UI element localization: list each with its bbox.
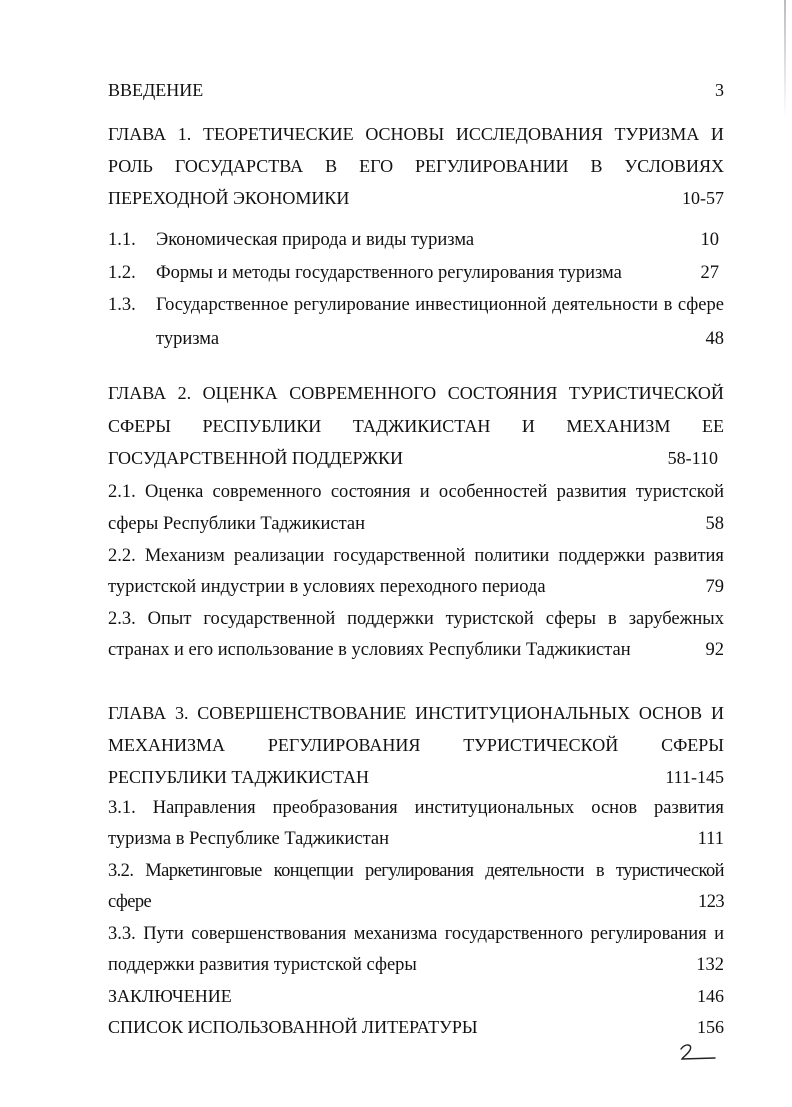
toc-label: СПИСОК ИСПОЛЬЗОВАННОЙ ЛИТЕРАТУРЫ — [108, 1017, 478, 1037]
word: зарубежных — [628, 609, 724, 629]
chapter-1-title-line-3 — [108, 187, 724, 209]
section-2-3-line-1 — [108, 608, 724, 630]
word: деятельности — [485, 861, 584, 881]
toc-page: 123 — [698, 892, 724, 912]
word: государственной — [203, 609, 336, 629]
word: РОЛЬ — [108, 156, 153, 176]
word: 1. — [177, 124, 192, 144]
word: развития — [654, 546, 724, 566]
section-3-2-line-2 — [108, 891, 724, 913]
section-number: 3.3. — [108, 924, 136, 944]
section-title: поддержки развития туристской сферы — [108, 955, 417, 975]
section-2-2-line-1 — [108, 545, 724, 567]
word: ГЛАВА — [108, 383, 167, 403]
toc-label: ВВЕДЕНИЕ — [108, 80, 204, 100]
toc-entry-conclusion — [108, 985, 724, 1007]
toc-label: ПЕРЕХОДНОЙ ЭКОНОМИКИ — [108, 188, 350, 208]
word: 2. — [177, 383, 192, 403]
section-2-2-line-2 — [108, 576, 724, 598]
word: поддержки — [347, 609, 434, 629]
section-1-3-line-2 — [156, 328, 724, 350]
word: реализации — [233, 546, 325, 566]
toc-label: ЗАКЛЮЧЕНИЕ — [108, 986, 232, 1006]
word: ОЦЕНКА — [202, 383, 278, 403]
word: Механизм — [144, 546, 225, 566]
word: туристской — [635, 482, 724, 502]
section-number: 1.1. — [108, 230, 136, 250]
section-title: туристской индустрии в условиях переходного периода — [108, 577, 546, 597]
word: ОСНОВ — [638, 703, 703, 723]
word: ЕГО — [359, 156, 394, 176]
word: в — [595, 861, 605, 881]
word: ОСНОВЫ — [365, 124, 445, 144]
section-number: 3.1. — [108, 798, 136, 818]
toc-label: ГОСУДАРСТВЕННОЙ ПОДДЕРЖКИ — [108, 448, 404, 468]
chapter-1-title-line-1 — [108, 123, 724, 145]
chapter-2-title-line-1 — [108, 382, 724, 404]
word: СОВРЕМЕННОГО — [289, 383, 437, 403]
section-3-1-line-2 — [108, 828, 724, 850]
word: государственного — [444, 924, 584, 944]
word: институциональных — [414, 798, 575, 818]
word: Маркетинговые — [145, 861, 262, 881]
toc-page: 3 — [715, 80, 724, 100]
section-number: 2.2. — [108, 546, 136, 566]
toc-entry-intro — [108, 79, 724, 101]
word: особенностей — [438, 482, 548, 502]
word: инвестиционной — [415, 295, 547, 315]
handwritten-page-mark — [675, 1040, 719, 1066]
toc-page: 111 — [697, 829, 724, 849]
word: ГЛАВА — [108, 124, 167, 144]
chapter-2-title-line-2 — [108, 415, 724, 437]
toc-page: 111-145 — [665, 767, 724, 787]
toc-page: 48 — [705, 329, 724, 349]
word: ГЛАВА — [108, 703, 167, 723]
section-title: Экономическая природа и виды туризма — [156, 230, 475, 250]
toc-page: 10 — [700, 230, 719, 250]
section-number: 3.2. — [108, 861, 134, 881]
word: В — [325, 156, 338, 176]
toc-page: 92 — [705, 640, 724, 660]
word: государственной — [333, 546, 466, 566]
word: СФЕРЫ — [661, 735, 724, 755]
section-number: 2.1. — [108, 482, 136, 502]
section-title: сфере — [108, 892, 152, 912]
toc-page: 10-57 — [682, 188, 724, 208]
word: преобразования — [272, 798, 398, 818]
word: концепции — [273, 861, 354, 881]
scan-edge — [784, 0, 786, 120]
section-3-1-line-1 — [108, 797, 724, 819]
word: регулирования — [590, 924, 707, 944]
chapter-1-title-line-2 — [108, 155, 724, 177]
word: состояния — [330, 482, 411, 502]
word: ИНСТИТУЦИОНАЛЬНЫХ — [415, 703, 631, 723]
section-3-3-line-2 — [108, 954, 724, 976]
word: в — [608, 609, 617, 629]
word: ТАДЖИКИСТАН — [352, 416, 491, 436]
word: Оценка — [145, 482, 204, 502]
word: 3. — [174, 703, 189, 723]
word: ИССЛЕДОВАНИЯ — [455, 124, 603, 144]
word: МЕХАНИЗМА — [108, 735, 226, 755]
section-2-1-line-2 — [108, 513, 724, 535]
word: развития — [556, 482, 627, 502]
section-number: 2.3. — [108, 609, 136, 629]
word: туристской — [445, 609, 534, 629]
section-title: странах и его использование в условиях Республики Таджикистан — [108, 640, 631, 660]
word: СОСТОЯНИЯ — [447, 383, 558, 403]
section-title: Формы и методы государственного регулирования туризма — [156, 263, 622, 283]
word: современного — [212, 482, 322, 502]
word: И — [521, 416, 535, 436]
word: регулирования — [365, 861, 474, 881]
toc-page: 58-110 — [667, 448, 718, 468]
word: ТЕОРЕТИЧЕСКИЕ — [202, 124, 354, 144]
chapter-2-title-line-3 — [108, 447, 724, 469]
word: Пути — [143, 924, 184, 944]
word: механизма — [353, 924, 438, 944]
section-2-3-line-2 — [108, 639, 724, 661]
section-2-1-line-1 — [108, 481, 724, 503]
word: СФЕРЫ — [108, 416, 171, 436]
section-title: туризма — [156, 329, 220, 349]
chapter-3-title-line-2 — [108, 734, 724, 756]
word: ЕЕ — [701, 416, 724, 436]
word: ТУРИСТИЧЕСКОЙ — [568, 383, 724, 403]
word: сфере — [677, 295, 724, 315]
word: РЕСПУБЛИКИ — [202, 416, 322, 436]
word: И — [710, 703, 724, 723]
section-number: 1.3. — [108, 295, 136, 315]
toc-page: 58 — [705, 514, 724, 534]
word: совершенствования — [191, 924, 347, 944]
word: МЕХАНИЗМ — [566, 416, 671, 436]
toc-page: 146 — [697, 986, 724, 1006]
chapter-3-title-line-1 — [108, 702, 724, 724]
word: РЕГУЛИРОВАНИЯ — [267, 735, 421, 755]
chapter-3-title-line-3 — [108, 766, 724, 788]
word: Направления — [152, 798, 256, 818]
word: Опыт — [147, 609, 192, 629]
word: ТУРИЗМА — [614, 124, 700, 144]
word: ТУРИСТИЧЕСКОЙ — [463, 735, 619, 755]
word: И — [710, 124, 724, 144]
toc-page: 156 — [697, 1017, 724, 1037]
word: СОВЕРШЕНСТВОВАНИЕ — [197, 703, 407, 723]
section-3-3-line-1 — [108, 923, 724, 945]
section-title: сферы Республики Таджикистан — [108, 514, 366, 534]
word: туристической — [615, 861, 724, 881]
toc-page: 79 — [705, 577, 724, 597]
word: политики — [474, 546, 550, 566]
toc-label: РЕСПУБЛИКИ ТАДЖИКИСТАН — [108, 767, 369, 787]
word: поддержки — [558, 546, 645, 566]
word: основ — [591, 798, 638, 818]
word: развития — [654, 798, 724, 818]
toc-entry-references — [108, 1016, 724, 1038]
word: РЕГУЛИРОВАНИИ — [415, 156, 569, 176]
word: в — [663, 295, 673, 315]
section-number: 1.2. — [108, 263, 136, 283]
word: деятельности — [552, 295, 659, 315]
word: В — [590, 156, 603, 176]
section-title: туризма в Республике Таджикистан — [108, 829, 390, 849]
word: и — [419, 482, 430, 502]
word: ГОСУДАРСТВА — [174, 156, 304, 176]
word: регулирование — [293, 295, 410, 315]
section-3-2-line-1 — [108, 860, 724, 882]
word: и — [714, 924, 724, 944]
word: сферы — [545, 609, 597, 629]
word: УСЛОВИЯХ — [624, 156, 724, 176]
toc-page: 132 — [696, 955, 724, 975]
toc-page: 27 — [700, 263, 719, 283]
word: Государственное — [156, 295, 289, 315]
